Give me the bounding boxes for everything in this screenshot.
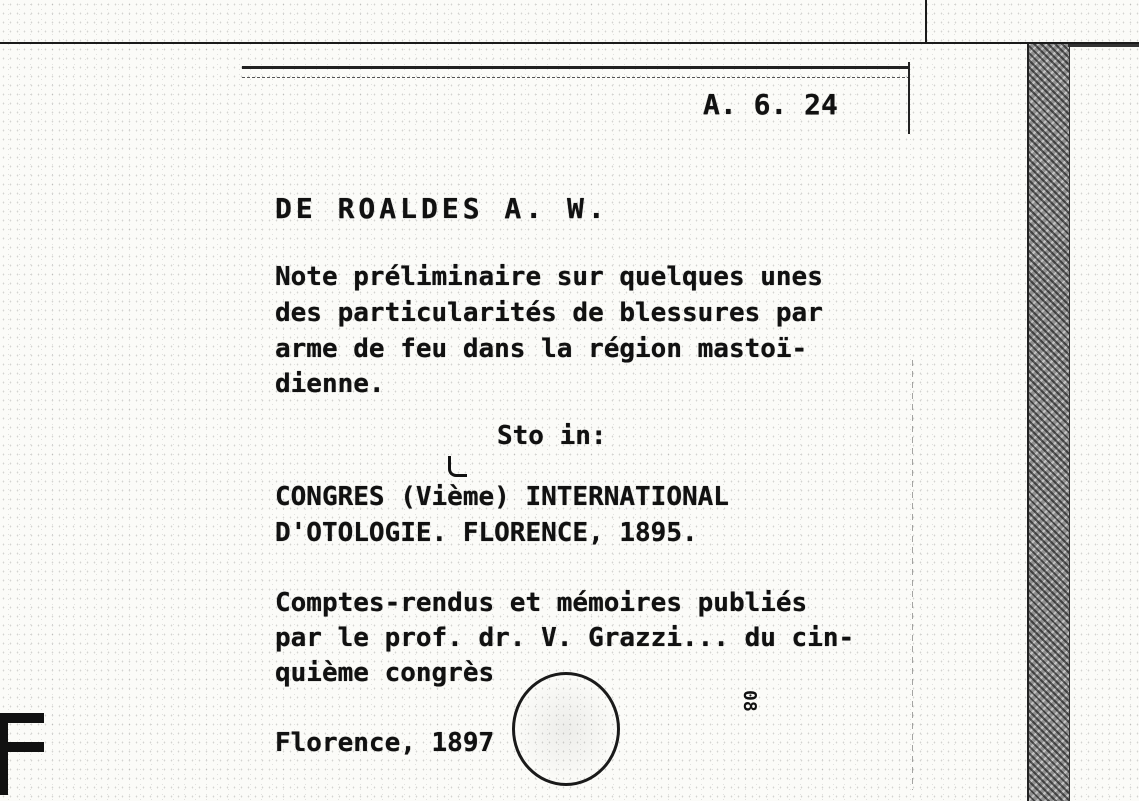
in-label: Sto in: (497, 421, 607, 451)
card-right-border-faint (912, 360, 913, 790)
right-edge-line (1068, 44, 1139, 47)
drawer-rod (1027, 44, 1070, 801)
circular-stamp (512, 672, 620, 786)
marginal-note: 08 (739, 690, 760, 712)
place-date: Florence, 1897 (275, 728, 495, 758)
title-line: des particularités de blessures par (275, 298, 823, 328)
left-margin-letter-mark (0, 705, 44, 795)
publication-line: Comptes-rendus et mémoires publiés (275, 588, 808, 618)
publication-line: quième congrès (275, 658, 495, 688)
title-line: arme de feu dans la région mastoï- (275, 334, 808, 364)
author-heading: DE ROALDES A. W. (275, 192, 609, 225)
congress-line: CONGRES (Vième) INTERNATIONAL (275, 482, 729, 512)
publication-line: par le prof. dr. V. Grazzi... du cin- (275, 623, 855, 653)
top-card-edge (0, 0, 1139, 44)
title-line: dienne. (275, 369, 385, 399)
handwritten-tick-mark (448, 456, 467, 477)
call-number: A. 6. 24 (703, 88, 838, 121)
top-divider-line (925, 0, 927, 42)
card-right-border (908, 62, 910, 134)
congress-line: D'OTOLOGIE. FLORENCE, 1895. (275, 518, 698, 548)
card-top-border (242, 66, 910, 78)
title-line: Note préliminaire sur quelques unes (275, 262, 823, 292)
